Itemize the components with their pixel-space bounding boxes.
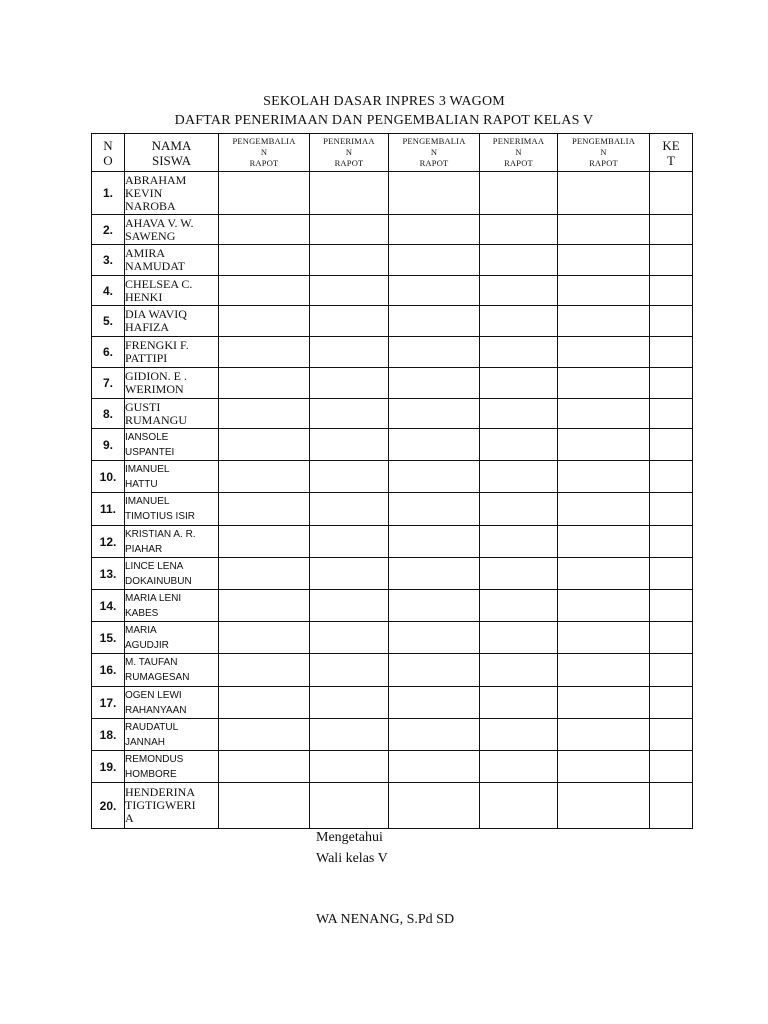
cell-penerimaan-2: [480, 276, 558, 306]
student-name-line: AMIRA: [125, 246, 166, 260]
header-no-line: N: [103, 137, 113, 153]
row-number: 18.: [92, 719, 125, 751]
footer-wali-kelas: Wali kelas V: [316, 851, 388, 866]
cell-penerimaan-2: [480, 558, 558, 590]
cell-penerimaan-2: [480, 337, 558, 368]
cell-pengembalian-3: [558, 622, 650, 654]
table-row: [92, 751, 693, 783]
cell-penerimaan-2: [480, 751, 558, 783]
student-name: [125, 337, 219, 368]
cell-pengembalian-1: [219, 399, 310, 429]
student-name-line: AGUDJIR: [125, 639, 169, 651]
cell-penerimaan-2: [480, 172, 558, 215]
student-name-line: NAMUDAT: [125, 259, 185, 273]
table-row: [92, 399, 693, 429]
table-row: [92, 590, 693, 622]
row-number: 14.: [92, 590, 125, 622]
cell-penerimaan-1: [310, 590, 389, 622]
student-name: [125, 751, 219, 783]
table-row: [92, 215, 693, 245]
student-name-line: RUMAGESAN: [125, 672, 190, 683]
student-name: [125, 429, 219, 461]
cell-penerimaan-1: [310, 399, 389, 429]
student-name-line: JANNAH: [125, 736, 166, 748]
cell-pengembalian-3: [558, 399, 650, 429]
cell-pengembalian-1: [219, 172, 310, 215]
cell-pengembalian-2: [389, 215, 480, 245]
cell-penerimaan-1: [310, 306, 389, 337]
student-name-line: KRISTIAN A. R.: [125, 528, 196, 540]
header-line: N: [260, 147, 268, 157]
student-name: [125, 622, 219, 654]
cell-penerimaan-1: [310, 654, 389, 687]
header-nama-siswa: [125, 134, 219, 172]
student-name-line: M. TAUFAN: [125, 657, 178, 668]
header-line: PENERIMAA: [323, 136, 375, 146]
row-number: 15.: [92, 622, 125, 654]
cell-pengembalian-3: [558, 719, 650, 751]
header-line: RAPOT: [504, 158, 533, 168]
student-name-line: PIAHAR: [125, 543, 163, 555]
student-name: [125, 172, 219, 215]
header-line: N: [600, 147, 607, 157]
student-name-line: RUMANGU: [125, 412, 188, 427]
header-nama-line: NAMA: [151, 137, 192, 153]
cell-pengembalian-1: [219, 654, 310, 687]
student-name: [125, 687, 219, 719]
cell-penerimaan-1: [310, 719, 389, 751]
table-row: [92, 461, 693, 493]
cell-pengembalian-3: [558, 306, 650, 337]
cell-pengembalian-3: [558, 245, 650, 276]
cell-penerimaan-1: [310, 276, 389, 306]
cell-ket: [650, 337, 693, 368]
cell-pengembalian-2: [389, 526, 480, 558]
student-name-line: GIDION. E .: [125, 369, 187, 383]
cell-ket: [650, 687, 693, 719]
student-name: [125, 215, 219, 245]
cell-penerimaan-1: [310, 558, 389, 590]
student-name: [125, 461, 219, 493]
table-row: [92, 429, 693, 461]
cell-ket: [650, 558, 693, 590]
student-name-line: CHELSEA C.: [125, 276, 193, 291]
table-row: [92, 687, 693, 719]
cell-penerimaan-1: [310, 751, 389, 783]
student-name-line: ABRAHAM: [125, 172, 187, 187]
cell-pengembalian-2: [389, 719, 480, 751]
student-name: [125, 276, 219, 306]
cell-penerimaan-2: [480, 590, 558, 622]
student-name-line: IMANUEL: [125, 463, 170, 475]
header-pengembalian-2: [389, 134, 480, 172]
cell-pengembalian-2: [389, 306, 480, 337]
header-pengembalian-3: [558, 134, 650, 172]
cell-pengembalian-1: [219, 590, 310, 622]
header-penerimaan-2: [480, 134, 558, 172]
table-row: [92, 172, 693, 215]
cell-pengembalian-2: [389, 751, 480, 783]
row-number: 9.: [92, 429, 125, 461]
cell-ket: [650, 493, 693, 526]
cell-penerimaan-1: [310, 337, 389, 368]
cell-pengembalian-1: [219, 429, 310, 461]
cell-pengembalian-3: [558, 215, 650, 245]
cell-pengembalian-3: [558, 654, 650, 687]
cell-ket: [650, 461, 693, 493]
table-row: [92, 493, 693, 526]
header-pengembalian-1: [219, 134, 310, 172]
cell-pengembalian-3: [558, 493, 650, 526]
student-name-line: DIA WAVIQ: [125, 307, 187, 321]
student-name-line: A: [125, 811, 134, 825]
row-number: 10.: [92, 461, 125, 493]
student-name-line: IANSOLE: [125, 431, 169, 443]
row-number: 12.: [92, 526, 125, 558]
row-number: 1.: [92, 172, 125, 215]
student-name-line: HOMBORE: [125, 768, 177, 780]
table-row: [92, 306, 693, 337]
cell-pengembalian-2: [389, 558, 480, 590]
cell-pengembalian-2: [389, 337, 480, 368]
student-name: [125, 368, 219, 399]
header-no-line: O: [103, 152, 113, 168]
cell-penerimaan-1: [310, 368, 389, 399]
cell-pengembalian-3: [558, 687, 650, 719]
table-row: [92, 783, 693, 829]
row-number: 6.: [92, 337, 125, 368]
cell-pengembalian-1: [219, 215, 310, 245]
cell-pengembalian-1: [219, 461, 310, 493]
table-row: [92, 276, 693, 306]
cell-pengembalian-3: [558, 558, 650, 590]
row-number: 5.: [92, 306, 125, 337]
student-name-line: SAWENG: [125, 228, 176, 243]
student-name-line: MARIA LENI: [125, 592, 182, 604]
cell-ket: [650, 215, 693, 245]
cell-ket: [650, 526, 693, 558]
rapot-table: [91, 133, 693, 829]
cell-ket: [650, 306, 693, 337]
cell-pengembalian-1: [219, 368, 310, 399]
header-ket: [650, 134, 693, 172]
student-name-line: HATTU: [125, 478, 158, 490]
header-line: N: [515, 147, 522, 157]
cell-penerimaan-2: [480, 783, 558, 829]
document-title-list: DAFTAR PENERIMAAN DAN PENGEMBALIAN RAPOT KELAS V: [174, 113, 594, 128]
student-name-line: FRENGKI F.: [125, 338, 189, 352]
table-row: [92, 526, 693, 558]
row-number: 2.: [92, 215, 125, 245]
student-name-line: HENDERINA: [125, 785, 195, 799]
cell-ket: [650, 429, 693, 461]
table-row: [92, 622, 693, 654]
cell-pengembalian-1: [219, 558, 310, 590]
cell-penerimaan-1: [310, 622, 389, 654]
cell-ket: [650, 622, 693, 654]
cell-pengembalian-3: [558, 783, 650, 829]
cell-penerimaan-2: [480, 306, 558, 337]
cell-penerimaan-2: [480, 654, 558, 687]
header-line: PENGEMBALIA: [571, 136, 636, 146]
student-name-line: IMANUEL: [125, 496, 170, 507]
cell-penerimaan-1: [310, 493, 389, 526]
cell-pengembalian-2: [389, 687, 480, 719]
cell-ket: [650, 172, 693, 215]
cell-ket: [650, 719, 693, 751]
student-name-line: TIMOTIUS ISIR: [125, 511, 195, 522]
student-name-line: REMONDUS: [125, 753, 184, 765]
cell-pengembalian-2: [389, 368, 480, 399]
cell-penerimaan-2: [480, 245, 558, 276]
cell-pengembalian-1: [219, 526, 310, 558]
cell-penerimaan-1: [310, 245, 389, 276]
student-name-line: MARIA: [125, 624, 157, 636]
cell-pengembalian-3: [558, 461, 650, 493]
header-line: RAPOT: [419, 158, 449, 168]
student-name-line: RAUDATUL: [125, 721, 179, 733]
student-name-line: HENKI: [125, 289, 163, 304]
student-name: [125, 493, 219, 526]
table-body: [92, 172, 693, 829]
student-name-line: NAROBA: [125, 198, 176, 213]
cell-pengembalian-1: [219, 687, 310, 719]
cell-pengembalian-3: [558, 429, 650, 461]
cell-penerimaan-1: [310, 687, 389, 719]
cell-penerimaan-1: [310, 461, 389, 493]
student-name-line: KEVIN: [125, 185, 163, 200]
cell-ket: [650, 783, 693, 829]
row-number: 4.: [92, 276, 125, 306]
student-name-line: USPANTEI: [125, 446, 175, 458]
table-row: [92, 558, 693, 590]
cell-penerimaan-1: [310, 215, 389, 245]
header-line: N: [345, 147, 353, 157]
cell-penerimaan-2: [480, 215, 558, 245]
row-number: 17.: [92, 687, 125, 719]
row-number: 7.: [92, 368, 125, 399]
footer-signature-name: WA NENANG, S.Pd SD: [316, 912, 455, 927]
student-name-line: TIGTIGWERI: [125, 798, 196, 812]
student-name: [125, 526, 219, 558]
cell-pengembalian-1: [219, 337, 310, 368]
student-name-line: RAHANYAAN: [125, 704, 187, 716]
header-ket-line: T: [667, 152, 675, 168]
cell-penerimaan-1: [310, 783, 389, 829]
cell-pengembalian-3: [558, 368, 650, 399]
table-row: [92, 337, 693, 368]
cell-penerimaan-2: [480, 368, 558, 399]
cell-pengembalian-1: [219, 493, 310, 526]
student-name-line: OGEN LEWI: [125, 689, 182, 701]
table-header-row: [92, 134, 693, 172]
header-penerimaan-1: [310, 134, 389, 172]
row-number: 20.: [92, 783, 125, 829]
header-line: RAPOT: [589, 158, 618, 168]
cell-penerimaan-2: [480, 622, 558, 654]
student-name-line: KABES: [125, 607, 159, 619]
row-number: 3.: [92, 245, 125, 276]
cell-penerimaan-2: [480, 719, 558, 751]
cell-penerimaan-2: [480, 493, 558, 526]
table-row: [92, 719, 693, 751]
student-name: [125, 399, 219, 429]
header-line: RAPOT: [249, 158, 279, 168]
cell-pengembalian-2: [389, 622, 480, 654]
cell-pengembalian-3: [558, 276, 650, 306]
cell-pengembalian-2: [389, 783, 480, 829]
student-name-line: GUSTI: [125, 399, 161, 414]
cell-pengembalian-1: [219, 783, 310, 829]
document-title-school: SEKOLAH DASAR INPRES 3 WAGOM: [263, 94, 505, 109]
cell-ket: [650, 276, 693, 306]
table-row: [92, 654, 693, 687]
cell-pengembalian-2: [389, 172, 480, 215]
cell-penerimaan-2: [480, 461, 558, 493]
row-number: 8.: [92, 399, 125, 429]
cell-pengembalian-1: [219, 276, 310, 306]
cell-ket: [650, 399, 693, 429]
row-number: 16.: [92, 654, 125, 687]
cell-penerimaan-1: [310, 526, 389, 558]
cell-pengembalian-1: [219, 245, 310, 276]
student-name-line: WERIMON: [125, 382, 184, 396]
footer-mengetahui: Mengetahui: [316, 830, 383, 845]
student-name-line: LINCE LENA: [125, 560, 184, 572]
row-number: 11.: [92, 493, 125, 526]
cell-pengembalian-1: [219, 306, 310, 337]
header-line: RAPOT: [334, 158, 364, 168]
header-line: PENERIMAA: [492, 136, 545, 146]
cell-penerimaan-1: [310, 172, 389, 215]
header-nama-line: SISWA: [151, 152, 191, 168]
student-name-line: PATTIPI: [125, 351, 168, 365]
cell-penerimaan-1: [310, 429, 389, 461]
cell-pengembalian-2: [389, 590, 480, 622]
cell-pengembalian-2: [389, 429, 480, 461]
student-name: [125, 719, 219, 751]
row-number: 13.: [92, 558, 125, 590]
cell-penerimaan-2: [480, 429, 558, 461]
header-line: PENGEMBALIA: [402, 136, 466, 146]
cell-ket: [650, 751, 693, 783]
cell-penerimaan-2: [480, 687, 558, 719]
cell-pengembalian-3: [558, 526, 650, 558]
cell-ket: [650, 654, 693, 687]
table-row: [92, 245, 693, 276]
cell-ket: [650, 245, 693, 276]
cell-penerimaan-2: [480, 526, 558, 558]
student-name: [125, 558, 219, 590]
student-name: [125, 590, 219, 622]
cell-pengembalian-1: [219, 751, 310, 783]
student-name: [125, 245, 219, 276]
cell-ket: [650, 368, 693, 399]
cell-pengembalian-2: [389, 654, 480, 687]
cell-pengembalian-2: [389, 276, 480, 306]
cell-pengembalian-3: [558, 590, 650, 622]
header-line: N: [430, 147, 438, 157]
student-name-line: AHAVA V. W.: [125, 215, 194, 230]
student-name: [125, 306, 219, 337]
cell-pengembalian-2: [389, 399, 480, 429]
student-name-line: DOKAINUBUN: [125, 575, 192, 587]
student-name-line: HAFIZA: [125, 320, 169, 334]
header-no: [92, 134, 125, 172]
cell-penerimaan-2: [480, 399, 558, 429]
cell-pengembalian-2: [389, 461, 480, 493]
cell-pengembalian-2: [389, 245, 480, 276]
cell-ket: [650, 590, 693, 622]
cell-pengembalian-3: [558, 172, 650, 215]
cell-pengembalian-3: [558, 337, 650, 368]
row-number: 19.: [92, 751, 125, 783]
cell-pengembalian-3: [558, 751, 650, 783]
header-ket-line: KE: [662, 137, 680, 153]
cell-pengembalian-1: [219, 719, 310, 751]
student-name: [125, 783, 219, 829]
table-row: [92, 368, 693, 399]
header-line: PENGEMBALIA: [232, 136, 296, 146]
cell-pengembalian-1: [219, 622, 310, 654]
cell-pengembalian-2: [389, 493, 480, 526]
student-name: [125, 654, 219, 687]
